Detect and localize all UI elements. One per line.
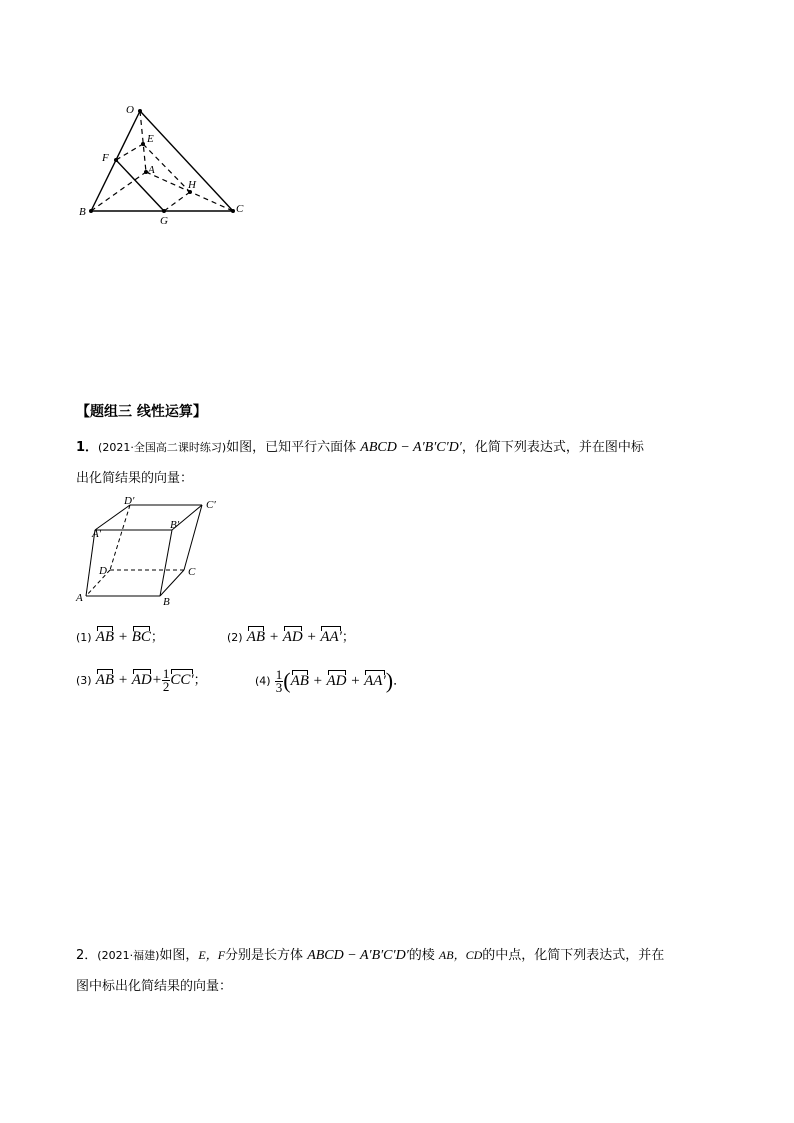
edge-FG: [116, 160, 164, 211]
label-D: D: [99, 565, 107, 577]
label-A: A: [76, 592, 83, 604]
problem1-source: (2021·全国高二课时练习): [98, 441, 227, 454]
label-F: F: [102, 152, 109, 164]
problem2-line2: 图中标出化简结果的向量：: [76, 979, 233, 994]
problem1-number: 1．: [76, 440, 99, 455]
section-title: 【题组三 线性运算】: [76, 404, 207, 420]
label-H: H: [188, 179, 196, 191]
parallelepiped-figure: [72, 495, 232, 610]
label-C-prime: C′: [206, 499, 216, 511]
label-A: A: [148, 164, 155, 176]
label-D-prime: D′: [124, 495, 135, 507]
label-E: E: [147, 133, 154, 145]
label-O: O: [126, 104, 134, 116]
label-B-prime: B′: [170, 519, 180, 531]
label-G: G: [160, 215, 168, 227]
label-B: B: [163, 596, 170, 608]
problem1-line1: [76, 436, 644, 456]
label-A-prime: A′: [92, 528, 102, 540]
label-B: B: [79, 206, 86, 218]
label-C: C: [236, 203, 244, 215]
problem1-text-a: 如图，已知平行六面体: [226, 440, 357, 455]
item-2: (2) AB + AD + AA′；: [227, 629, 355, 645]
item-1: (1) AB + BC；: [76, 629, 164, 645]
problem1-text-b: ，化简下列表达式，并在图中标: [461, 440, 644, 455]
problem1-line2: 出化简结果的向量：: [76, 471, 194, 486]
edge-OC: [140, 111, 233, 211]
label-C: C: [188, 566, 196, 578]
problem2-number: 2．: [76, 948, 98, 963]
problem2-line1: 2．(2021·福建)如图，E，F分别是长方体 ABCD − A′B′C′D′的棱 AB，CD的中点，化简下列表达式，并在: [76, 948, 665, 963]
item-3: (3) AB + AD+ $\frac{1}{2}$ CC′；: [76, 666, 207, 694]
problem1-solid: ABCD − A′B′C′D′: [360, 440, 462, 455]
problem2-source: (2021·福建): [97, 949, 160, 962]
item-4: (4) $\frac{1}{3}$ (AB + AD + AA′)．: [255, 666, 407, 695]
